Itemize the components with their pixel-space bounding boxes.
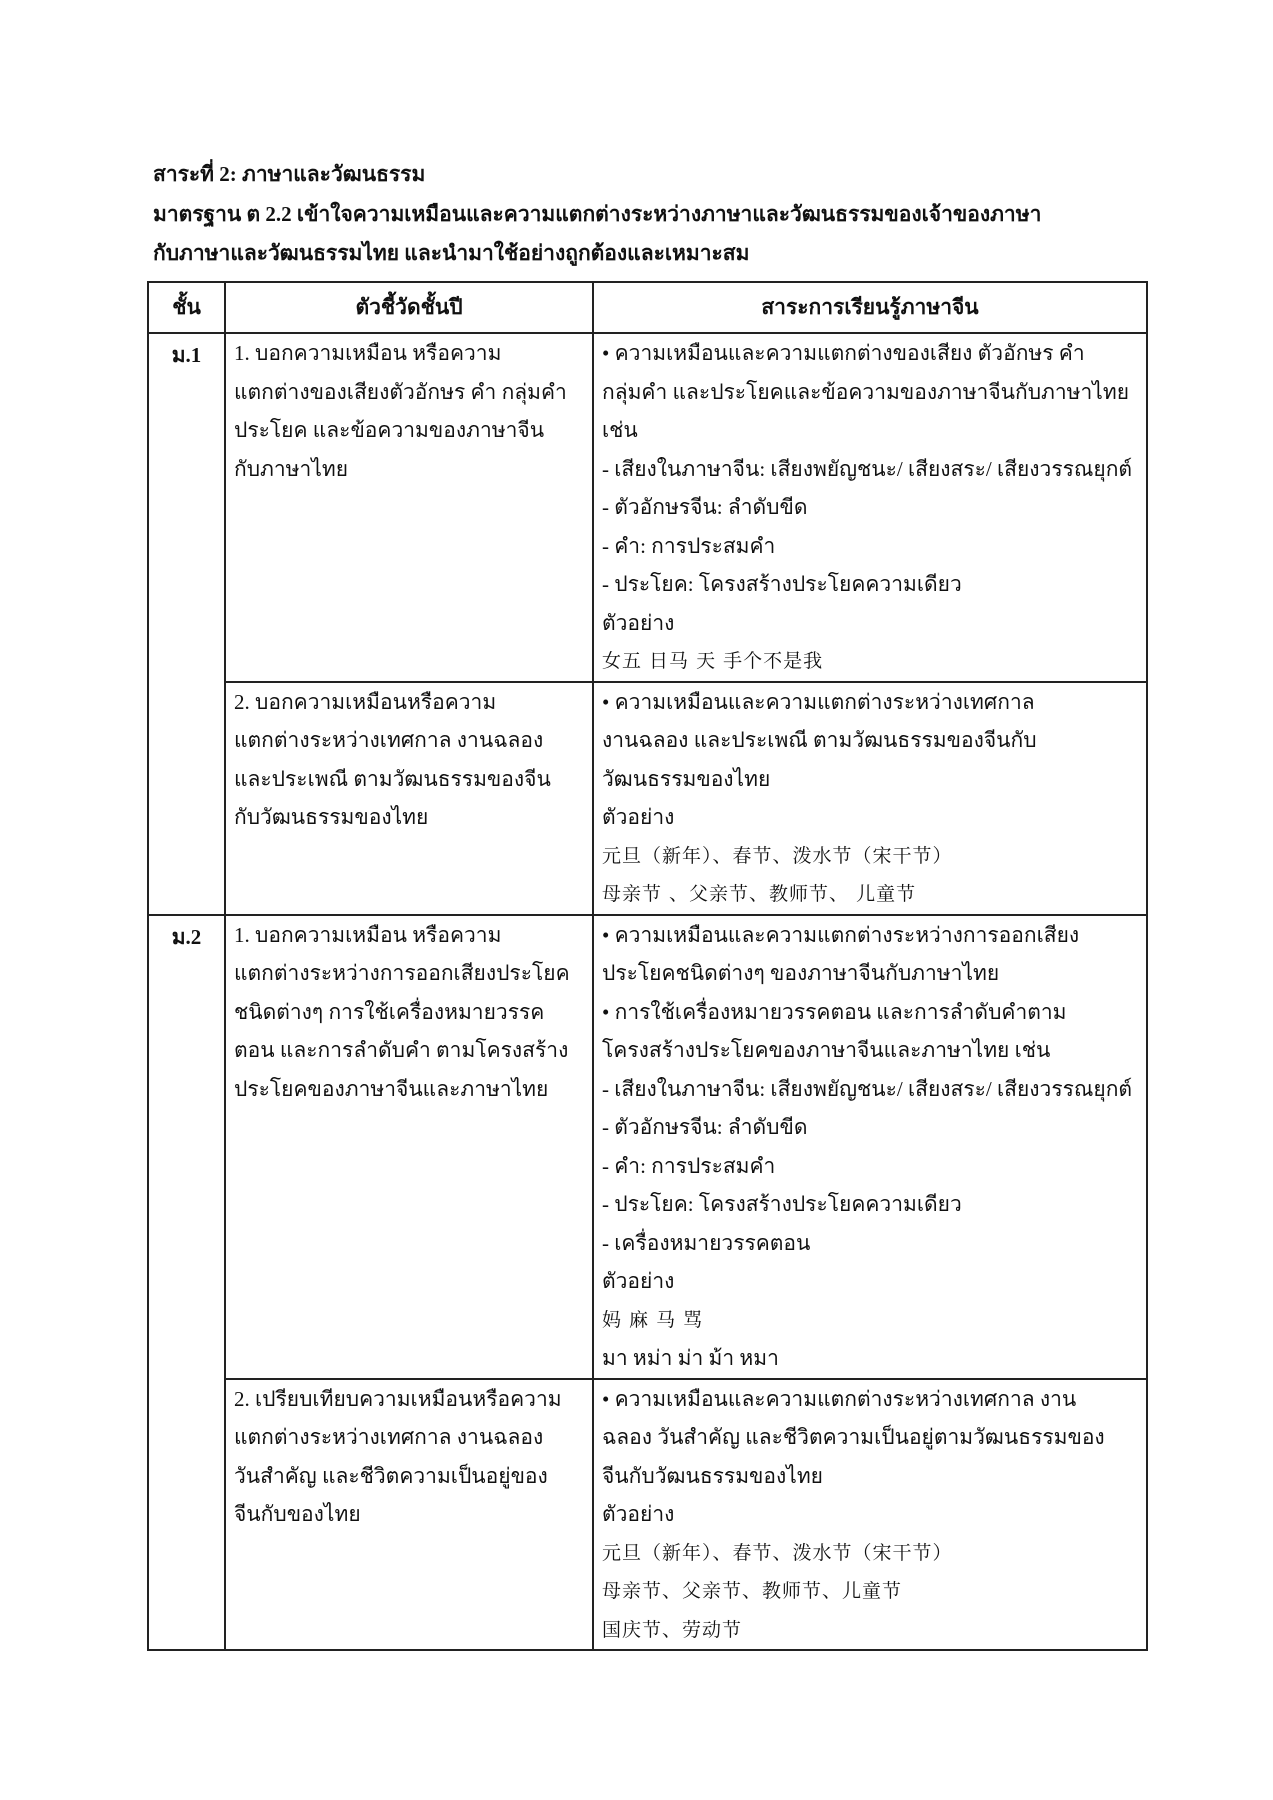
chinese-examples (602, 837, 1138, 914)
text-line: • ความเหมือนและความแตกต่างระหว่างเทศกาล งาน (602, 1386, 1077, 1411)
indicator-text (234, 916, 584, 1109)
indicator-text (234, 683, 584, 837)
text-line: - ตัวอักษรจีน: ลำดับขีด (602, 1115, 808, 1139)
text-line: - เสียงในภาษาจีน: เสียงพยัญชนะ/ เสียงสระ/ เสียงวรรณยุกต์ (602, 456, 1133, 481)
text-line: แตกต่างระหว่างเทศกาล งานฉลอง (234, 728, 544, 752)
text-line: มา หม่า ม่า ม้า หมา (602, 1346, 779, 1370)
text-line: 母亲节 、父亲节、教师节、 儿童节 (602, 883, 917, 905)
text-line: แตกต่างระหว่างการออกเสียงประโยค (234, 961, 570, 985)
chinese-examples (602, 642, 1138, 681)
content-cell (593, 682, 1147, 915)
text-line: 1. บอกความเหมือน หรือความ (234, 922, 502, 947)
text-line: ตัวอย่าง (602, 805, 675, 829)
grade-m1: ม.1 (148, 333, 225, 682)
indicator-cell (225, 682, 593, 915)
text-line: แตกต่างของเสียงตัวอักษร คำ กลุ่มคำ (234, 379, 567, 404)
text-line: - ประโยค: โครงสร้างประโยคความเดียว (602, 572, 962, 596)
text-line: • การใช้เครื่องหมายวรรคตอน และการลำดับคำตาม (602, 999, 1067, 1024)
text-line: ตอน และการลำดับคำ ตามโครงสร้าง (234, 1038, 569, 1062)
text-line: • ความเหมือนและความแตกต่างระหว่างเทศกาล (602, 689, 1035, 714)
table-row (148, 333, 1147, 682)
header-indicator: ตัวชี้วัดชั้นปี (225, 282, 593, 333)
text-line: ตัวอย่าง (602, 610, 675, 635)
text-line: ตัวอย่าง (602, 1269, 675, 1293)
text-line: กับภาษาไทย (234, 456, 349, 481)
text-line: • ความเหมือนและความแตกต่างของเสียง ตัวอักษร คำ (602, 341, 1085, 365)
content-cell (593, 915, 1147, 1379)
text-line: - คำ: การประสมคำ (602, 1153, 776, 1178)
text-line: 元旦（新年）、春节、泼水节（宋干节） (602, 844, 953, 867)
text-line: - คำ: การประสมคำ (602, 533, 776, 558)
content-text (602, 683, 1138, 837)
text-line: 2. เปรียบเทียบความเหมือนหรือความ (234, 1386, 562, 1411)
text-line: กลุ่มคำ และประโยคและข้อความของภาษาจีนกับภาษาไทย (602, 379, 1130, 404)
grade-continuation (148, 682, 225, 915)
text-line: แตกต่างระหว่างเทศกาล งานฉลอง (234, 1425, 544, 1449)
text-line: 元旦（新年）、春节、泼水节（宋干节） (602, 1541, 953, 1564)
grade-continuation (148, 1379, 225, 1651)
standard-line-2: กับภาษาและวัฒนธรรมไทย และนำมาใช้อย่างถูกต้องและเหมาะสม (153, 241, 750, 265)
text-line: - เสียงในภาษาจีน: เสียงพยัญชนะ/ เสียงสระ/ เสียงวรรณยุกต์ (602, 1076, 1133, 1101)
text-line: วันสำคัญ และชีวิตความเป็นอยู่ของ (234, 1463, 548, 1488)
header-content: สาระการเรียนรู้ภาษาจีน (593, 282, 1147, 333)
thai-tone-example (602, 1339, 1138, 1378)
text-line: โครงสร้างประโยคของภาษาจีนและภาษาไทย เช่น (602, 1038, 1051, 1062)
text-line: - ตัวอักษรจีน: ลำดับขีด (602, 495, 808, 519)
table-row (148, 1379, 1147, 1651)
chinese-examples (602, 1301, 1138, 1340)
text-line: วัฒนธรรมของไทย (602, 766, 771, 791)
text-line: - เครื่องหมายวรรคตอน (602, 1230, 811, 1255)
text-line: และประเพณี ตามวัฒนธรรมของจีน (234, 766, 551, 791)
content-text (602, 1380, 1138, 1534)
standard-line-1: มาตรฐาน ต 2.2 เข้าใจความเหมือนและความแตกต่างระหว่างภาษาและวัฒนธรรมของเจ้าของภาษา (153, 202, 1042, 226)
text-line: 母亲节、父亲节、教师节、儿童节 (602, 1580, 903, 1602)
text-line: งานฉลอง และประเพณี ตามวัฒนธรรมของจีนกับ (602, 728, 1037, 752)
text-line: ประโยคของภาษาจีนและภาษาไทย (234, 1076, 549, 1101)
text-line: ตัวอย่าง (602, 1502, 675, 1526)
chinese-examples (602, 1534, 1138, 1650)
text-line: จีนกับของไทย (234, 1502, 361, 1526)
content-text (602, 334, 1138, 642)
content-cell (593, 333, 1147, 682)
text-line: ชนิดต่างๆ การใช้เครื่องหมายวรรค (234, 999, 545, 1024)
text-line: กับวัฒนธรรมของไทย (234, 805, 429, 829)
text-line: - ประโยค: โครงสร้างประโยคความเดียว (602, 1192, 962, 1216)
table-row (148, 915, 1147, 1379)
text-line: ประโยค และข้อความของภาษาจีน (234, 418, 545, 442)
text-line: ฉลอง วันสำคัญ และชีวิตความเป็นอยู่ตามวัฒนธรรมของ (602, 1425, 1105, 1449)
content-cell (593, 1379, 1147, 1651)
table-row (148, 682, 1147, 915)
table-header-row (148, 282, 1147, 333)
indicator-text (234, 1380, 584, 1534)
strand-title: สาระที่ 2: ภาษาและวัฒนธรรม (153, 162, 426, 186)
text-line: 1. บอกความเหมือน หรือความ (234, 341, 502, 365)
indicator-cell (225, 1379, 593, 1651)
curriculum-table (147, 281, 1148, 1651)
text-line: 国庆节、劳动节 (602, 1618, 743, 1641)
text-line: 2. บอกความเหมือนหรือความ (234, 689, 497, 714)
grade-m2: ม.2 (148, 915, 225, 1379)
indicator-cell (225, 915, 593, 1379)
text-line: 妈 麻 马 骂 (602, 1308, 704, 1331)
indicator-text (234, 334, 584, 488)
text-line: เช่น (602, 418, 638, 442)
text-line: ประโยคชนิดต่างๆ ของภาษาจีนกับภาษาไทย (602, 961, 1000, 985)
text-line: จีนกับวัฒนธรรมของไทย (602, 1463, 823, 1488)
text-line: • ความเหมือนและความแตกต่างระหว่างการออกเสียง (602, 922, 1080, 947)
indicator-cell (225, 333, 593, 682)
text-line: 女五 日马 天 手个不是我 (602, 650, 824, 672)
header-grade: ชั้น (148, 282, 225, 333)
content-text (602, 916, 1138, 1301)
